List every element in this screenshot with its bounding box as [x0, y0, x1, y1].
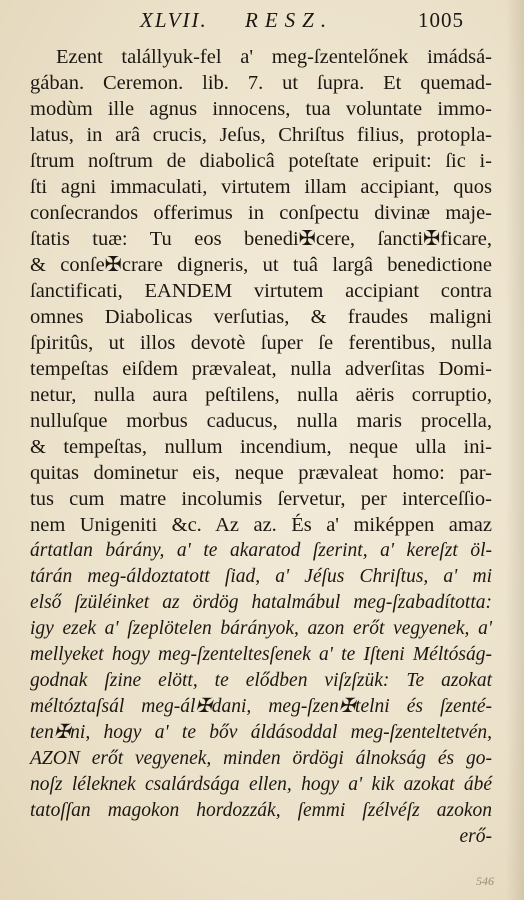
text-line: nulluſque morbus caducus, nulla maris procella, [30, 410, 492, 432]
page-edge-shadow [506, 0, 524, 900]
text-line: ſpiritûs, ut illos devotè ſuper ſe ferentibus, nulla [30, 332, 492, 354]
text-line: tempeſtas eiſdem prævaleat, nulla adverſitas Domi- [30, 358, 492, 380]
text-line-italic: AZON erőt vegyenek, minden ördögi álnokság és go- [30, 748, 492, 769]
text-line-italic: noſz léleknek csalárdsága ellen, hogy a' kik azokat ábé [30, 774, 492, 795]
catchword: erő- [459, 826, 492, 847]
text-line: ſtrum noſtrum de diabolicâ poteſtate eripuit: ſic i- [30, 150, 492, 172]
text-line: ſti agni immaculati, virtutem illam accipiant, quos [30, 176, 492, 198]
text-line: & tempeſtas, nullum incendium, neque ulla ini- [30, 436, 492, 458]
text-line: & conſe✠crare digneris, ut tuâ largâ benedictione [30, 254, 492, 276]
text-line-italic: méltóztaſsál meg-ál✠dani, meg-ſzen✠telni és ſzenté- [30, 696, 492, 717]
text-line: Ezent talállyuk-fel a' meg-ſzentelőnek imádsá- [56, 46, 492, 68]
text-line: omnes Diabolicas verſutias, & fraudes maligni [30, 306, 492, 328]
running-header [0, 8, 524, 38]
text-line-italic: ártatlan bárány, a' te akaratod ſzerint, a' kereſzt öl- [30, 540, 492, 561]
text-line-italic: tatoſſan magokon hordozzák, ſemmi ſzélvéſz azokon [30, 800, 492, 821]
text-line-italic: ten✠ni, hogy a' te bőv áldásoddal meg-ſzenteltetvén, [30, 722, 492, 743]
text-line-italic: első ſzüléinket az ördög hatalmábul meg-ſzabadította: [30, 592, 492, 613]
text-line-italic: igy ezek a' ſzeplötelen bárányok, azon erőt vegyenek, a' [30, 618, 492, 639]
text-line: ſanctificati, EANDEM virtutem accipiant contra [30, 280, 492, 302]
corner-pencil-mark: 546 [476, 874, 494, 888]
text-line: gában. Ceremon. lib. 7. ut ſupra. Et quemad- [30, 72, 492, 94]
text-line: ſtatis tuæ: Tu eos benedi✠cere, ſancti✠ficare, [30, 228, 492, 250]
text-line: nem Unigeniti &c. Az az. És a' miképpen amaz [30, 514, 492, 536]
text-line-italic: mellyeket hogy meg-ſzenteltesſenek a' te Iſteni Méltóság- [30, 644, 492, 665]
text-line: quitas dominetur eis, neque prævaleat homo: par- [30, 462, 492, 484]
text-line: conſecrandos offerimus in conſpectu divinæ maje- [30, 202, 492, 224]
text-line: tus cum matre incolumis ſervetur, per interceſſio- [30, 488, 492, 510]
text-line-italic: tárán meg-áldoztatott ſiad, a' Jéſus Chriſtus, a' mi [30, 566, 492, 587]
page-number: 1005 [418, 8, 464, 32]
running-title: RESZ. [245, 8, 334, 32]
text-line: netur, nulla aura peſtilens, nulla aëris corruptio, [30, 384, 492, 406]
text-line: latus, in arâ crucis, Jeſus, Chriſtus filius, protopla- [30, 124, 492, 146]
text-line: modùm ille agnus innocens, tua voluntate immo- [30, 98, 492, 120]
text-line-italic: godnak ſzine elött, te elődben viſzſzük: Te azokat [30, 670, 492, 691]
signature-mark: XLVII. [140, 8, 208, 32]
